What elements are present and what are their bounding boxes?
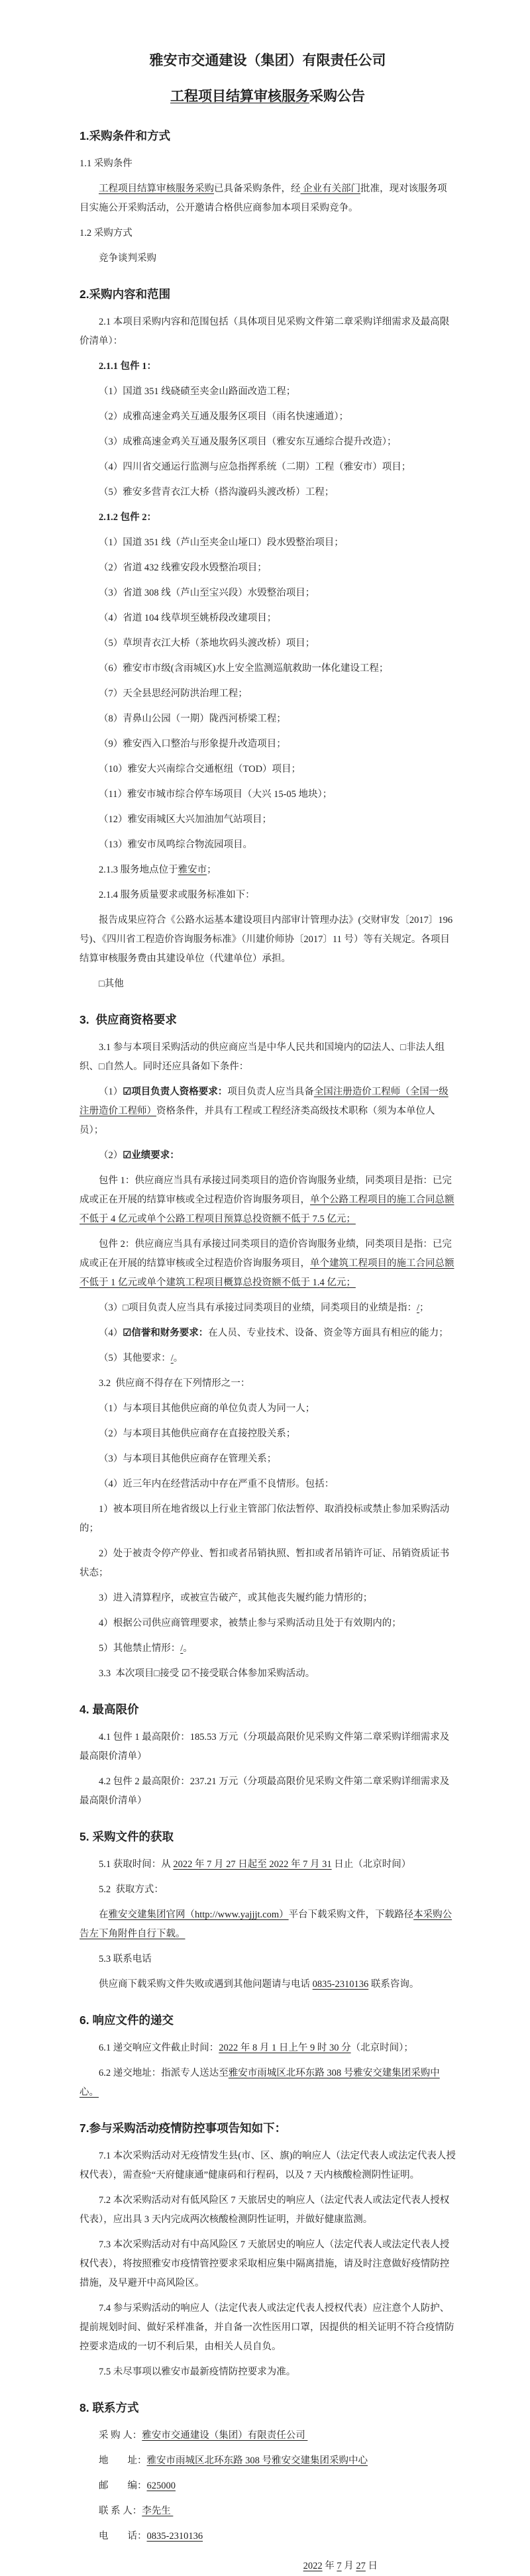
text-segment: 电 话： — [99, 2531, 147, 2542]
text-segment: （3）成雅高速金鸡关互通及服务区项目（雅安东互通综合提升改造）； — [99, 437, 397, 447]
section-7-heading — [80, 2120, 456, 2137]
text-segment: 2.采购内容和范围 — [80, 288, 171, 301]
package2-item-6 — [80, 659, 456, 678]
package1-item-2 — [80, 407, 456, 427]
clause-2-1-4 — [80, 886, 456, 905]
text-segment: 包件 1：供应商应当具有承接过同类项目的造价咨询服务业绩，同类项目是指：已完成或正在开展的结算审核或全过程造价咨询服务项目， — [80, 1175, 452, 1205]
clause-3-1-item-2 — [80, 1146, 456, 1165]
clause-3-1-item-5 — [80, 1349, 456, 1368]
text-segment: 0835-2310136 — [146, 2531, 203, 2542]
bad-record-item-4 — [80, 1614, 456, 1633]
text-segment: 5. 采购文件的获取 — [80, 1830, 174, 1843]
text-segment: 2.1.1 包件 1： — [99, 361, 156, 372]
clause-5-3 — [80, 1950, 456, 1969]
bad-record-item-1 — [80, 1500, 456, 1538]
text-segment: 5.2 获取方式： — [99, 1884, 164, 1895]
contact-phone-row — [80, 2527, 456, 2546]
clause-5-1 — [80, 1855, 456, 1874]
bad-record-item-2 — [80, 1544, 456, 1583]
clause-3-1 — [80, 1038, 456, 1077]
text-segment: 李先生 — [142, 2506, 174, 2516]
package2-item-13 — [80, 835, 456, 855]
text-segment: 工程项目结算审核服务采购 — [99, 184, 214, 194]
clause-1-1-body — [80, 180, 456, 218]
clause-6-1 — [80, 2039, 456, 2058]
text-segment: （10）雅安大兴南综合交通枢纽（TOD）项目； — [99, 764, 301, 775]
performance-package-1 — [80, 1171, 456, 1229]
section-6-heading — [80, 2012, 456, 2029]
text-segment: 4.1 包件 1 最高限价：185.53 万元（分项最高限价见采购文件第二章采购详细需求及最高限价清单） — [80, 1732, 450, 1762]
text-segment: （9）雅安西入口整治与形象提升改造项目； — [99, 739, 286, 749]
text-segment: （4） — [99, 1328, 123, 1338]
clause-7-1 — [80, 2147, 456, 2185]
text-segment: 企业有关部门 — [300, 184, 361, 194]
text-segment: （4）四川省交通运行监测与应急指挥系统（二期）工程（雅安市）项目； — [99, 462, 411, 472]
clause-3-1-item-4 — [80, 1324, 456, 1343]
text-segment: 批准，现对该服务项目实施公开采购活动，公开邀请合格供应商参加本项目采购竞争。 — [80, 184, 447, 213]
package1-item-1 — [80, 382, 456, 402]
text-segment: 雅安市雨城区北环东路 308 号雅安交建集团采购中心 — [146, 2455, 368, 2466]
contact-postcode-row — [80, 2477, 456, 2496]
text-segment: 雅安市雨城区北环东路 308 号雅安交建集团采购中心。 — [80, 2068, 440, 2098]
text-segment: 。 — [183, 1643, 193, 1654]
package2-item-1 — [80, 533, 456, 553]
text-segment: 7.5 未尽事项以雅安市最新疫情防控要求为准。 — [99, 2367, 296, 2377]
clause-4-2 — [80, 1772, 456, 1811]
clause-5-2 — [80, 1880, 456, 1900]
text-segment: 供应商下载采购文件失败或遇到其他问题请与电话 — [99, 1979, 313, 1990]
text-segment: （5）其他要求： — [99, 1353, 171, 1364]
text-segment: 联 系 人： — [99, 2506, 142, 2516]
text-segment: （13）雅安市凤鸣综合物流园项目。 — [99, 839, 252, 850]
package2-item-12 — [80, 810, 456, 830]
text-segment: 3）进入清算程序，或被宣告破产，或其他丧失履约能力情形的； — [99, 1593, 373, 1603]
document-body — [80, 48, 456, 2576]
text-segment: / — [417, 1303, 420, 1313]
clause-7-5 — [80, 2363, 456, 2382]
text-segment: 2022 年 8 月 1 日上午 9 时 30 分 — [219, 2043, 351, 2053]
text-segment: （2）省道 432 线雅安段水毁整治项目； — [99, 563, 267, 573]
clause-3-2-item-1 — [80, 1399, 456, 1419]
document-title-line-2 — [80, 83, 456, 110]
text-segment: 包件 2：供应商应当具有承接过同类项目的造价咨询服务业绩，同类项目是指：已完成或正在开展的结算审核或全过程造价咨询服务项目， — [80, 1239, 452, 1269]
text-segment: 5）其他禁止情形： — [99, 1643, 181, 1654]
text-segment: （3）与本项目其他供应商存在管理关系； — [99, 1454, 277, 1464]
text-segment: ☑信誉和财务要求： — [123, 1328, 209, 1338]
package2-item-3 — [80, 584, 456, 603]
text-segment: 联系咨询。 — [368, 1979, 419, 1990]
text-segment: （7）天全县思经河防洪治理工程； — [99, 688, 248, 699]
clause-1-1-heading — [80, 154, 456, 174]
clause-2-1 — [80, 313, 456, 351]
text-segment: （4）省道 104 线草坝至姚桥段改建项目； — [99, 613, 277, 623]
text-segment: 1）被本项目所在地省级以上行业主管部门依法暂停、取消投标或禁止参加采购活动的； — [80, 1504, 450, 1534]
text-segment: 27 — [356, 2561, 366, 2571]
text-segment: 已具备采购条件，经 — [214, 184, 301, 194]
document-date — [80, 2557, 456, 2576]
bad-record-item-3 — [80, 1589, 456, 1608]
text-segment: 5.3 联系电话 — [99, 1954, 152, 1964]
text-segment: 4. 最高限价 — [80, 1703, 139, 1716]
text-segment: 地 址： — [99, 2455, 147, 2466]
package2-item-10 — [80, 760, 456, 779]
text-segment: （1）国道 351 线（芦山至夹金山垭口）段水毁整治项目； — [99, 537, 344, 548]
clause-3-1-item-3 — [80, 1299, 456, 1318]
package1-item-3 — [80, 433, 456, 452]
text-segment: （2）成雅高速金鸡关互通及服务区项目（雨名快速通道）； — [99, 411, 348, 422]
text-segment: （3）□项目负责人应当具有承接过同类项目的业绩，同类项目的业绩是指： — [99, 1303, 417, 1313]
clause-2-1-3 — [80, 861, 456, 880]
text-segment: （2）与本项目其他供应商存在直接控股关系； — [99, 1428, 296, 1439]
section-1-heading — [80, 127, 456, 144]
clause-1-2-heading — [80, 224, 456, 243]
text-segment: （1）与本项目其他供应商的单位负责人为同一人； — [99, 1403, 315, 1414]
text-segment: 2022 — [303, 2561, 323, 2571]
text-segment: （4）近三年内在经营活动中存在严重不良情形。包括： — [99, 1479, 335, 1489]
clause-4-1 — [80, 1728, 456, 1766]
package2-item-8 — [80, 710, 456, 729]
text-segment: 报告成果应符合《公路水运基本建设项目内部审计管理办法》(交财审发〔2017〕196 号)、《四川省工程造价咨询服务标准》（川建价师协〔2017〕11 号）等有关规定。各项目结算审核服务费由其建设单位（代建单位）承担。 — [80, 915, 455, 964]
clause-3-2-item-3 — [80, 1450, 456, 1469]
text-segment: 月 — [341, 2561, 356, 2571]
clause-5-3-body — [80, 1975, 456, 1994]
package1-item-4 — [80, 458, 456, 477]
text-segment: 3. 供应商资格要求 — [80, 1013, 177, 1026]
text-segment: 2.1.3 服务地点位于 — [99, 865, 178, 875]
section-3-heading — [80, 1011, 456, 1028]
text-segment: 7.4 参与采购活动的响应人（法定代表人或法定代表人授权代表）应注意个人防护、提前规划时间、做好采样准备，并自备一次性医用口罩，因提供的相关证明不符合疫情防控要求造成的一切不利后果，由相关人员自负。 — [80, 2303, 454, 2352]
text-segment: 6.1 递交响应文件截止时间： — [99, 2043, 219, 2053]
text-segment: 1.1 采购条件 — [80, 158, 132, 169]
text-segment: 工程项目结算审核服务 — [170, 89, 309, 104]
package2-item-2 — [80, 559, 456, 578]
text-segment: 2022 年 7 月 27 日起至 2022 年 7 月 31 — [173, 1859, 332, 1870]
text-segment: / — [170, 1353, 174, 1364]
text-segment: 3.3 本次项目□接受 ☑不接受联合体参加采购活动。 — [99, 1668, 315, 1679]
text-segment: 项目负责人应当具备 — [227, 1087, 314, 1097]
text-segment: 7.1 本次采购活动对无疫情发生县(市、区、旗)的响应人（法定代表人或法定代表人授权代表），需查验“天府健康通”健康码和行程码，以及 7 天内核酸检测阴性证明。 — [80, 2151, 456, 2180]
clause-5-2-body — [80, 1905, 456, 1944]
text-segment: 625000 — [146, 2481, 176, 2491]
package2-item-11 — [80, 785, 456, 804]
text-segment: 采 购 人： — [99, 2430, 142, 2441]
text-segment: （8）青鼻山公园（一期）陇西河桥梁工程； — [99, 714, 286, 724]
clause-7-4 — [80, 2299, 456, 2357]
contact-purchaser-row — [80, 2426, 456, 2445]
text-segment: 2.1.2 包件 2： — [99, 512, 156, 523]
text-segment: 2）处于被责令停产停业、暂扣或者吊销执照、暂扣或者吊销许可证、吊销资质证书状态； — [80, 1548, 450, 1578]
performance-package-2 — [80, 1235, 456, 1293]
document-title-line-1 — [80, 48, 456, 74]
text-segment: 4.2 包件 2 最高限价：237.21 万元（分项最高限价见采购文件第二章采购详细需求及最高限价清单） — [80, 1776, 450, 1806]
bad-record-item-5 — [80, 1639, 456, 1658]
text-segment: 资格条件，并具有工程或工程经济类高级技术职称（须为本单位人员）； — [80, 1106, 435, 1136]
clause-1-2-body — [80, 249, 456, 268]
text-segment: 雅安市交通建设（集团）有限责任公司 — [142, 2430, 308, 2441]
text-segment: 8. 联系方式 — [80, 2401, 139, 2414]
text-segment: 1.2 采购方式 — [80, 228, 132, 239]
text-segment: 0835-2310136 — [312, 1979, 369, 1990]
clause-6-2 — [80, 2064, 456, 2102]
clause-3-2-item-4 — [80, 1475, 456, 1494]
text-segment: / — [180, 1643, 184, 1654]
text-segment: 全国注册造价工程师（全国一级注册造价工程师） — [80, 1087, 449, 1116]
text-segment: 年 — [322, 2561, 337, 2571]
clause-7-3 — [80, 2235, 456, 2293]
clause-2-1-4-body — [80, 911, 456, 969]
package2-item-4 — [80, 609, 456, 628]
section-4-heading — [80, 1701, 456, 1718]
text-segment: 在人员、专业技术、设备、资金等方面具有相应的能力； — [208, 1328, 449, 1338]
text-segment: 5.1 获取时间：从 — [99, 1859, 174, 1870]
text-segment: ； — [419, 1303, 429, 1313]
text-segment: 竞争谈判采购 — [99, 253, 156, 264]
clause-3-3 — [80, 1664, 456, 1684]
section-8-heading — [80, 2399, 456, 2416]
text-segment: 日 — [365, 2561, 378, 2571]
package2-item-9 — [80, 735, 456, 754]
text-segment: （6）雅安市市级(含雨城区)水上安全监测巡航救助一体化建设工程； — [99, 663, 389, 674]
text-segment: 3.2 供应商不得存在下列情形之一： — [99, 1378, 250, 1389]
text-segment: 7 — [337, 2561, 342, 2571]
text-segment: 雅安市 — [178, 865, 207, 875]
text-segment: 6. 响应文件的递交 — [80, 2013, 174, 2027]
text-segment: 本采购公告左下角附件自行下载。 — [80, 1909, 452, 1939]
text-segment: 。 — [173, 1353, 184, 1364]
text-segment: ☑项目负责人资格要求： — [123, 1087, 228, 1097]
text-segment: 平台下载采购文件，下载路径 — [288, 1909, 414, 1920]
text-segment: 7.3 本次采购活动对有中高风险区 7 天旅居史的响应人（法定代表人或法定代表人授权代表），将按照雅安市疫情管控要求采取相应集中隔离措施，请及时注意做好疫情防控措施，及早避开中高风险区。 — [80, 2239, 450, 2288]
text-segment: 雅安交建集团官网（http://www.yajjjt.com） — [108, 1909, 289, 1920]
contact-person-row — [80, 2502, 456, 2521]
clause-2-1-2-heading — [80, 508, 456, 527]
text-segment: 2.1.4 服务质量要求或服务标准如下： — [99, 890, 255, 900]
section-2-heading — [80, 286, 456, 303]
text-segment: 日止（北京时间） — [331, 1859, 411, 1870]
text-segment: 6.2 递交地址：指派专人送达至 — [99, 2068, 229, 2078]
package1-item-5 — [80, 483, 456, 502]
text-segment: 7.2 本次采购活动对有低风险区 7 天旅居史的响应人（法定代表人或法定代表人授权代表），应出具 3 天内完成两次核酸检测阴性证明，并做好健康监测。 — [80, 2195, 450, 2225]
clause-3-1-item-1 — [80, 1083, 456, 1140]
text-segment: （5）雅安多营青衣江大桥（搭沟漩码头渡改桥）工程； — [99, 487, 335, 498]
section-5-heading — [80, 1828, 456, 1845]
text-segment: 在 — [99, 1909, 109, 1920]
clause-7-2 — [80, 2191, 456, 2229]
text-segment: （1）国道 351 线硗碛至夹金山路面改造工程； — [99, 386, 296, 397]
clause-3-2-item-2 — [80, 1424, 456, 1444]
text-segment: ☑业绩要求： — [123, 1150, 180, 1161]
text-segment: （1） — [99, 1087, 123, 1097]
clause-3-2 — [80, 1374, 456, 1393]
text-segment: □其他 — [99, 979, 124, 989]
text-segment: 7.参与采购活动疫情防控事项告知如下： — [80, 2121, 287, 2135]
text-segment: 雅安市交通建设（集团）有限责任公司 — [149, 53, 386, 68]
text-segment: 单个公路工程项目的施工合同总额不低于 4 亿元或单个公路工程项目预算总投资额不低于 7.5 亿元； — [80, 1195, 454, 1224]
package2-item-5 — [80, 634, 456, 653]
clause-2-1-1-heading — [80, 357, 456, 376]
text-segment: ； — [207, 865, 217, 875]
text-segment: 4）根据公司供应商管理要求，被禁止参与采购活动且处于有效期内的； — [99, 1618, 401, 1629]
text-segment: 邮 编： — [99, 2481, 147, 2491]
text-segment: 单个建筑工程项目的施工合同总额不低于 1 亿元或单个建筑工程项目概算总投资额不低于 1.4 亿元； — [80, 1258, 454, 1288]
other-checkbox-line — [80, 975, 456, 994]
text-segment: 采购公告 — [309, 89, 365, 104]
text-segment: （3）省道 308 线（芦山至宝兴段）水毁整治项目； — [99, 588, 315, 598]
text-segment: 2.1 本项目采购内容和范围包括（具体项目见采购文件第二章采购详细需求及最高限价清单）： — [80, 317, 450, 347]
text-segment: （11）雅安市城市综合停车场项目（大兴 15-05 地块）； — [99, 789, 333, 800]
package2-item-7 — [80, 684, 456, 704]
text-segment: 1.采购条件和方式 — [80, 129, 171, 142]
text-segment: （北京时间）； — [350, 2043, 413, 2053]
text-segment: （12）雅安雨城区大兴加油加气站项目； — [99, 814, 272, 825]
text-segment: （2） — [99, 1150, 123, 1161]
text-segment: 3.1 参与本项目采购活动的供应商应当是中华人民共和国境内的☑法人、□非法人组织、□自然人。同时还应具备如下条件： — [80, 1042, 445, 1072]
text-segment: （5）草坝青衣江大桥（茶地坎码头渡改桥）项目； — [99, 638, 315, 649]
contact-address-row — [80, 2451, 456, 2471]
